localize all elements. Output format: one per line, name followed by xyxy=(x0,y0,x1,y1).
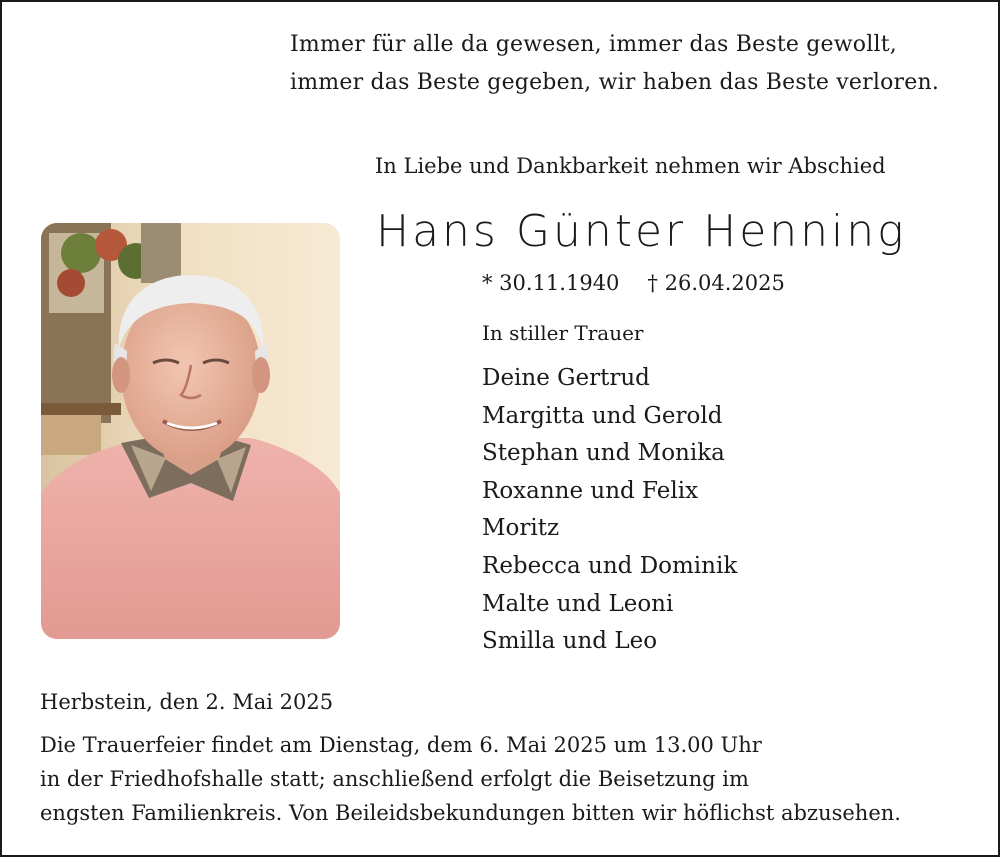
funeral-notice-line-1: Die Trauerfeier findet am Dienstag, dem 6. Mai 2025 um 13.00 Uhr xyxy=(40,733,762,757)
mourners-list xyxy=(482,362,737,663)
place-and-date: Herbstein, den 2. Mai 2025 xyxy=(40,690,334,714)
mourner-entry: Rebecca und Dominik xyxy=(482,552,738,579)
portrait-illustration xyxy=(41,223,340,639)
farewell-line: In Liebe und Dankbarkeit nehmen wir Abschied xyxy=(375,154,886,178)
funeral-notice-line-2: in der Friedhofshalle statt; anschließend erfolgt die Beisetzung im xyxy=(40,767,749,791)
birth-date: * 30.11.1940 xyxy=(482,271,620,295)
mourner-entry: Malte und Leoni xyxy=(482,590,674,617)
deceased-name: Hans Günter Henning xyxy=(376,206,907,257)
mourners-intro: In stiller Trauer xyxy=(482,321,644,345)
life-dates xyxy=(482,271,785,295)
funeral-notice-line-3: engsten Familienkreis. Von Beileidsbekundungen bitten wir höflichst abzusehen. xyxy=(40,801,901,825)
mourner-entry: Roxanne und Felix xyxy=(482,477,699,504)
mourner-entry: Smilla und Leo xyxy=(482,628,658,655)
mourner-entry: Margitta und Gerold xyxy=(482,402,723,429)
portrait-photo xyxy=(41,223,340,639)
quote-line-2: immer das Beste gegeben, wir haben das Beste verloren. xyxy=(290,70,940,95)
mourner-entry: Moritz xyxy=(482,515,560,542)
mourner-entry: Stephan und Monika xyxy=(482,440,725,467)
quote-line-1: Immer für alle da gewesen, immer das Beste gewollt, xyxy=(290,32,897,57)
mourner-entry: Deine Gertrud xyxy=(482,365,650,391)
death-date: † 26.04.2025 xyxy=(647,271,785,295)
